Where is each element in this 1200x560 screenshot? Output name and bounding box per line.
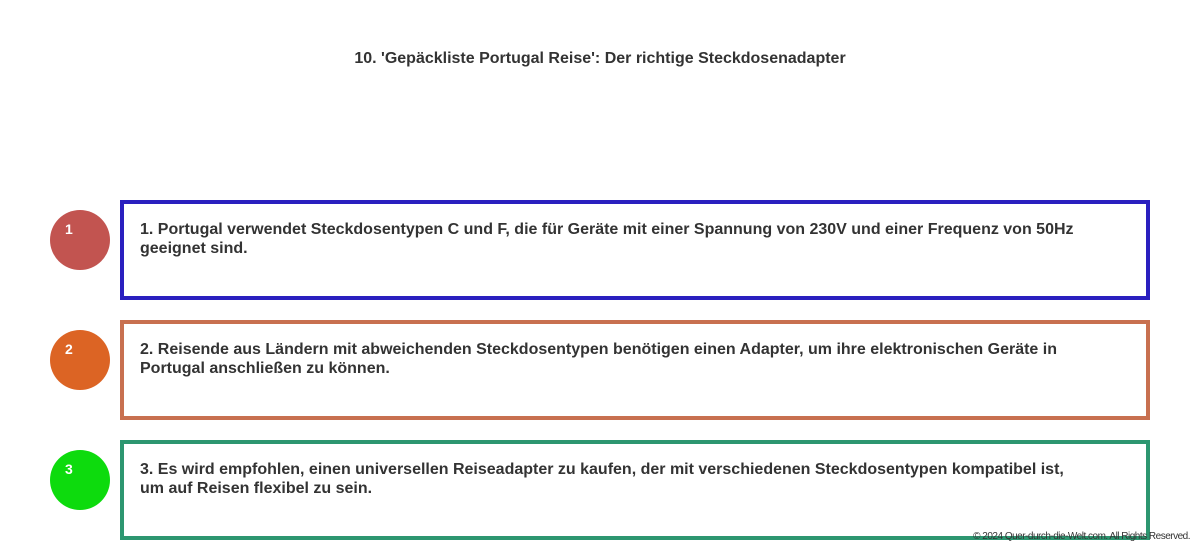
item-number: 2 bbox=[65, 341, 73, 357]
item-text: 1. Portugal verwendet Steckdosentypen C und F, die für Geräte mit einer Spannung von 230V und einer Frequenz von 50Hz geeignet sind. bbox=[140, 221, 1074, 257]
item-text: 2. Reisende aus Ländern mit abweichenden Steckdosentypen benötigen einen Adapter, um ihre elektronischen Geräte in Portugal anschließen zu können. bbox=[140, 341, 1057, 377]
number-circle bbox=[50, 330, 110, 390]
number-circle bbox=[50, 450, 110, 510]
number-circle bbox=[50, 210, 110, 270]
copyright-footer: © 2024 Quer-durch-die-Welt.com. All Rights Reserved. bbox=[973, 531, 1190, 542]
page-title: 10. 'Gepäckliste Portugal Reise': Der richtige Steckdosenadapter bbox=[354, 50, 846, 67]
item-number: 1 bbox=[65, 221, 73, 237]
list-item-2 bbox=[0, 320, 1200, 420]
list-item-1 bbox=[0, 200, 1200, 300]
list-item-3 bbox=[0, 440, 1200, 540]
item-number: 3 bbox=[65, 461, 73, 477]
item-text: 3. Es wird empfohlen, einen universellen Reiseadapter zu kaufen, der mit verschiedenen Steckdosentypen kompatibel ist, um auf Reisen flexibel zu sein. bbox=[140, 461, 1064, 497]
